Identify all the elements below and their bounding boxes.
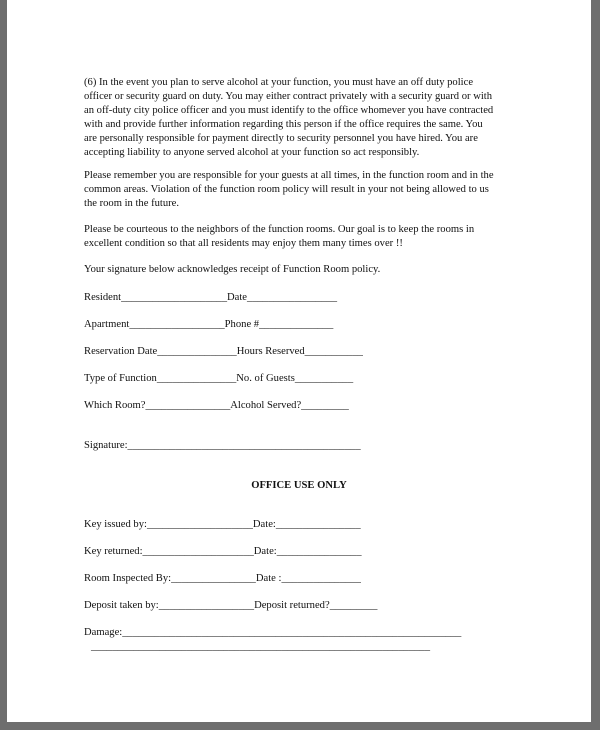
alcohol-policy-paragraph xyxy=(84,76,524,160)
damage-row-continued xyxy=(91,640,430,654)
reservation-row xyxy=(84,345,363,359)
guest-count-blank[interactable]: ___________ xyxy=(294,373,354,384)
resident-label: Resident xyxy=(84,292,122,303)
which-room-label: Which Room? xyxy=(84,400,146,411)
hours-reserved-blank[interactable]: ___________ xyxy=(304,346,363,357)
signature-blank[interactable]: ____________________________________________ xyxy=(127,440,361,451)
deposit-taken-blank[interactable]: __________________ xyxy=(158,600,255,611)
key-returned-date-blank[interactable]: ________________ xyxy=(276,546,362,557)
signature-label: Signature: xyxy=(84,440,128,451)
phone-label: Phone # xyxy=(224,319,260,330)
deposit-returned-blank[interactable]: _________ xyxy=(329,600,378,611)
paragraph-line: Please be courteous to the neighbors of the function rooms. Our goal is to keep the rooms in xyxy=(84,224,475,235)
function-type-row xyxy=(84,372,353,386)
damage-label: Damage: xyxy=(84,627,123,638)
paragraph-line: (6) In the event you plan to serve alcohol at your function, you must have an off duty police xyxy=(84,77,474,88)
hours-reserved-label: Hours Reserved xyxy=(236,346,305,357)
paragraph-line: Please remember you are responsible for your guests at all times, in the function room and in the xyxy=(84,170,494,181)
phone-blank[interactable]: ______________ xyxy=(259,319,334,330)
guest-count-label: No. of Guests xyxy=(236,373,295,384)
function-type-label: Type of Function xyxy=(84,373,157,384)
damage-blank-line2[interactable]: ________________________________________________________________ xyxy=(91,641,430,652)
room-inspected-date-blank[interactable]: _______________ xyxy=(281,573,361,584)
alcohol-served-label: Alcohol Served? xyxy=(230,400,302,411)
guest-responsibility-paragraph xyxy=(84,169,524,211)
deposit-taken-label: Deposit taken by: xyxy=(84,600,159,611)
room-inspected-label: Room Inspected By: xyxy=(84,573,172,584)
apartment-row xyxy=(84,318,333,332)
paragraph-line: are personally responsible for payment directly to security personnel you have hired. You are xyxy=(84,133,478,144)
reservation-date-blank[interactable]: _______________ xyxy=(157,346,237,357)
resident-row xyxy=(84,291,337,305)
paragraph-line: officer or security guard on duty. You may either contract privately with a security guard or with xyxy=(84,91,493,102)
date-label: Date xyxy=(227,292,248,303)
key-returned-label: Key returned: xyxy=(84,546,143,557)
key-issued-blank[interactable]: ____________________ xyxy=(146,519,253,530)
key-issued-date-label: Date: xyxy=(252,519,276,530)
function-type-blank[interactable]: _______________ xyxy=(156,373,237,384)
date-blank[interactable]: _________________ xyxy=(247,292,338,303)
courtesy-paragraph xyxy=(84,223,524,251)
room-inspected-blank[interactable]: ________________ xyxy=(171,573,256,584)
paragraph-line: Your signature below acknowledges receipt of Function Room policy. xyxy=(84,264,381,275)
room-inspected-date-label: Date : xyxy=(255,573,282,584)
paragraph-line: with and provide further information regarding this person if the office requires the same. You xyxy=(84,119,483,130)
viewer-bottom-bar xyxy=(0,722,600,730)
key-returned-date-label: Date: xyxy=(253,546,277,557)
paragraph-line: an off-duty city police officer and you must identify to the office whomever you have contracted xyxy=(84,105,494,116)
damage-blank[interactable]: ________________________________________________________________ xyxy=(122,627,462,638)
key-issued-row xyxy=(84,518,361,532)
room-inspected-row xyxy=(84,572,361,586)
paragraph-line: accepting liability to anyone served alcohol at your function so act responsibly. xyxy=(84,147,420,158)
office-use-heading: OFFICE USE ONLY xyxy=(251,480,347,491)
resident-blank[interactable]: ____________________ xyxy=(121,292,228,303)
key-issued-label: Key issued by: xyxy=(84,519,147,530)
paragraph-line: excellent condition so that all residents may enjoy them many times over !! xyxy=(84,238,403,249)
alcohol-served-blank[interactable]: _________ xyxy=(301,400,349,411)
acknowledgement-paragraph xyxy=(84,263,524,277)
paragraph-line: common areas. Violation of the function room policy will result in your not being allowed to us xyxy=(84,184,489,195)
key-issued-date-blank[interactable]: ________________ xyxy=(275,519,361,530)
deposit-returned-label: Deposit returned? xyxy=(254,600,330,611)
room-row xyxy=(84,399,349,413)
damage-row xyxy=(84,626,461,640)
deposit-row xyxy=(84,599,377,613)
apartment-blank[interactable]: __________________ xyxy=(129,319,225,330)
reservation-date-label: Reservation Date xyxy=(84,346,158,357)
document-page xyxy=(7,0,591,730)
key-returned-row xyxy=(84,545,361,559)
signature-row xyxy=(84,439,361,453)
key-returned-blank[interactable]: _____________________ xyxy=(142,546,254,557)
which-room-blank[interactable]: ________________ xyxy=(145,400,231,411)
apartment-label: Apartment xyxy=(84,319,130,330)
paragraph-line: the room in the future. xyxy=(84,198,180,209)
